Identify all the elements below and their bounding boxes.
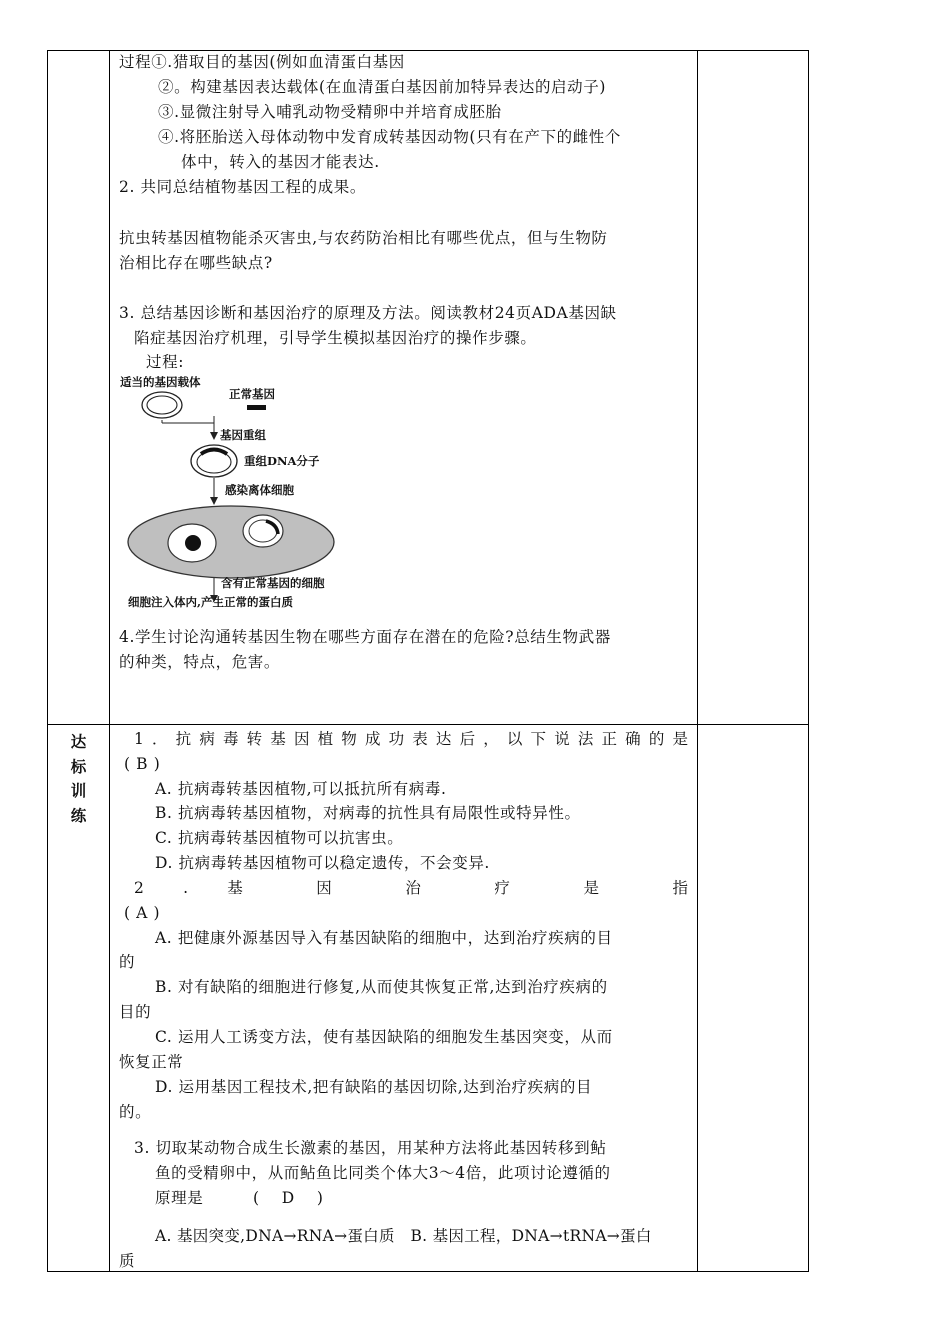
section-label-char: 标 — [70, 757, 87, 776]
exercise-2-answer: ( A ) — [124, 904, 161, 922]
process-step-1: 过程①.猎取目的基因(例如血清蛋白基因 — [119, 53, 405, 71]
infect-label: 感染离体细胞 — [225, 483, 294, 497]
exercise-2-option-c: C. 运用人工诱变方法，使有基因缺陷的细胞发生基因突变，从而 — [155, 1028, 613, 1046]
insect-question: 抗虫转基因植物能杀灭害虫,与农药防治相比有哪些优点，但与生物防 — [119, 229, 608, 247]
gene-therapy-diagram — [118, 372, 348, 612]
exercise-3-stem: 3. 切取某动物合成生长激素的基因，用某种方法将此基因转移到鲇 — [134, 1139, 607, 1157]
host-cell — [128, 506, 334, 578]
exercise-3-stem-answer: 原理是 ( D ) — [155, 1189, 324, 1207]
section-label-char: 训 — [70, 782, 87, 800]
exercise-3-options-ab-cont: 质 — [119, 1252, 136, 1270]
inject-label: 细胞注入体内,产生正常的蛋白质 — [128, 595, 294, 609]
recombination-label: 基因重组 — [220, 428, 266, 442]
cell-with-gene-label: 含有正常基因的细胞 — [221, 576, 325, 590]
exercise-2-option-b: B. 对有缺陷的细胞进行修复,从而使其恢复正常,达到治疗疾病的 — [155, 978, 608, 996]
process-label: 过程: — [146, 353, 185, 371]
insect-question-cont: 治相比存在哪些缺点? — [119, 254, 273, 272]
process-step-4-cont: 体中，转入的基因才能表达. — [181, 153, 380, 171]
vector-label: 适当的基因载体 — [120, 375, 201, 389]
section-label-training — [48, 730, 109, 828]
exercise-2-option-d: D. 运用基因工程技术,把有缺陷的基因切除,达到治疗疾病的目 — [155, 1078, 593, 1096]
normal-gene-bar — [247, 405, 266, 410]
exercise-1-answer: ( B ) — [124, 755, 161, 773]
table-column-divider — [697, 51, 698, 1271]
exercise-2-option-b-cont: 目的 — [119, 1003, 152, 1021]
exercise-2-option-a: A. 把健康外源基因导入有基因缺陷的细胞中，达到治疗疾病的目 — [155, 929, 613, 947]
process-step-2: ②。构建基因表达载体(在血清蛋白基因前加特异表达的启动子) — [158, 78, 606, 96]
exercise-1-option-d: D. 抗病毒转基因植物可以稳定遗传，不会变异. — [155, 854, 490, 872]
exercise-2-stem: 2 . 基 因 治 疗 是 指 — [134, 879, 688, 897]
inserted-gene — [201, 450, 227, 455]
normal-gene-label: 正常基因 — [229, 387, 275, 401]
process-step-4: ④.将胚胎送入母体动物中发育成转基因动物(只有在产下的雌性个 — [158, 128, 621, 146]
question-2: 2. 共同总结植物基因工程的成果。 — [119, 178, 366, 196]
exercise-2-option-d-cont: 的。 — [119, 1103, 152, 1121]
nucleolus — [185, 535, 201, 551]
exercise-3-options-ab: A. 基因突变,DNA→RNA→蛋白质 B. 基因工程，DNA→tRNA→蛋白 — [155, 1227, 652, 1245]
exercise-3-stem-cont: 鱼的受精卵中，从而鲇鱼比同类个体大3～4倍，此项讨论遵循的 — [155, 1164, 611, 1182]
section-label-char: 达 — [70, 733, 87, 751]
arrow-head — [210, 432, 218, 440]
table-row-divider — [48, 724, 808, 725]
question-3: 3. 总结基因诊断和基因治疗的原理及方法。阅读教材24页ADA基因缺 — [119, 304, 617, 322]
exercise-2-option-c-cont: 恢复正常 — [119, 1053, 184, 1071]
question-3-cont: 陷症基因治疗机理，引导学生模拟基因治疗的操作步骤。 — [134, 329, 537, 347]
arrow-head — [210, 497, 218, 505]
process-step-3: ③.显微注射导入哺乳动物受精卵中并培育成胚胎 — [158, 103, 502, 121]
table-column-divider — [109, 51, 110, 1271]
exercise-1-option-a: A. 抗病毒转基因植物,可以抵抗所有病毒. — [155, 780, 447, 798]
exercise-1-option-b: B. 抗病毒转基因植物，对病毒的抗性具有局限性或特异性。 — [155, 804, 581, 822]
section-label-char: 练 — [70, 806, 87, 825]
question-4-cont: 的种类，特点，危害。 — [119, 653, 281, 671]
recombinant-dna-label: 重组DNA分子 — [244, 454, 320, 468]
question-4: 4.学生讨论沟通转基因生物在哪些方面存在潜在的危险?总结生物武器 — [119, 628, 611, 646]
exercise-1-stem: 1．抗病毒转基因植物成功表达后，以下说法正确的是 — [134, 730, 688, 748]
exercise-1-option-c: C. 抗病毒转基因植物可以抗害虫。 — [155, 829, 404, 847]
vector-plasmid-inner — [147, 396, 177, 414]
exercise-2-option-a-cont: 的 — [119, 953, 136, 971]
